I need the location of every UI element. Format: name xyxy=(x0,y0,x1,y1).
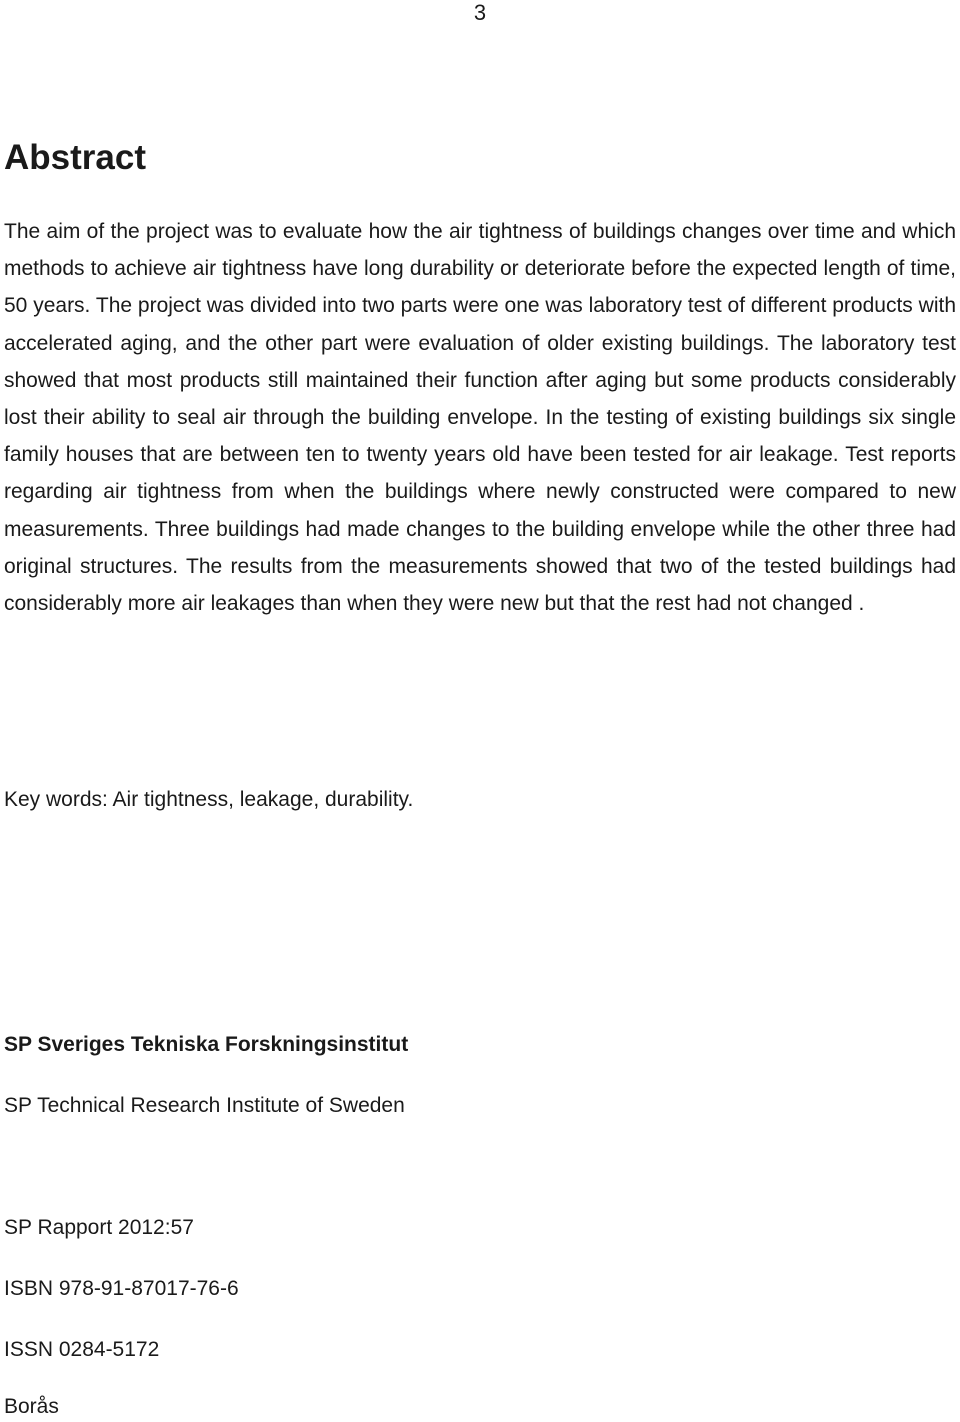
institute-name-english: SP Technical Research Institute of Sweden xyxy=(4,1094,405,1117)
abstract-paragraph: The aim of the project was to evaluate how the air tightness of buildings changes over time and which methods to achieve air tightness have long durability or deteriorate before the expected length of time, 50 years. The project was divided into two parts were one was laboratory test of different products with accelerated aging, and the other part were evaluation of older existing buildings. The laboratory test showed that most products still maintained their function after aging but some products considerably lost their ability to seal air through the building envelope. In the testing of existing buildings six single family houses that are between ten to twenty years old have been tested for air leakage. Test reports regarding air tightness from when the buildings where newly constructed were compared to new measurements. Three buildings had made changes to the building envelope while the other three had original structures. The results from the measurements showed that two of the tested buildings had considerably more air leakages than when they were new but that the rest had not changed . xyxy=(4,220,956,616)
publication-place: Borås xyxy=(4,1395,59,1418)
isbn-number: ISBN 978-91-87017-76-6 xyxy=(4,1277,239,1300)
report-number: SP Rapport 2012:57 xyxy=(4,1216,194,1239)
abstract-heading: Abstract xyxy=(4,138,146,177)
issn-number: ISSN 0284-5172 xyxy=(4,1338,160,1361)
keywords-line: Key words: Air tightness, leakage, durability. xyxy=(4,788,414,811)
page-number: 3 xyxy=(473,0,487,25)
institute-name-swedish: SP Sveriges Tekniska Forskningsinstitut xyxy=(4,1033,409,1056)
